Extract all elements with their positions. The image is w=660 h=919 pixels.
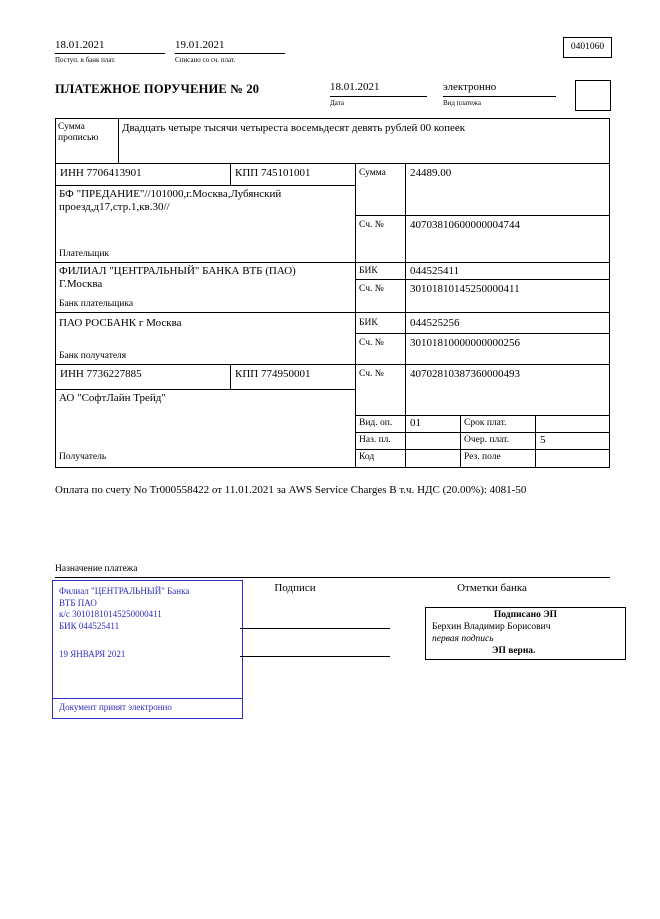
debited-date-field: 19.01.2021	[175, 39, 285, 54]
amount-words-value: Двадцать четыре тысячи четыреста восемьдесят девять рублей 00 копеек	[122, 122, 466, 134]
document-date-field: 18.01.2021	[330, 81, 427, 97]
payee-bank-section-label: Банк получателя	[59, 351, 127, 361]
grid-line-v	[405, 163, 406, 467]
payee-account-label: Сч. №	[359, 369, 384, 379]
payee-bank-bik-value: 044525256	[410, 317, 460, 329]
stamp-date: 19 ЯНВАРЯ 2021	[59, 648, 126, 659]
grid-line-h	[55, 389, 355, 390]
payee-section-label: Получатель	[59, 452, 107, 462]
code-label: Код	[359, 452, 375, 462]
amount-words-label: Сумма прописью	[58, 122, 99, 143]
signature-line-1	[240, 628, 390, 629]
grid-line-h	[55, 312, 610, 313]
grid-line-h	[355, 279, 610, 280]
op-kind-label: Вид. оп.	[359, 418, 393, 428]
amount-label: Сумма	[359, 168, 386, 178]
bank-stamp	[52, 580, 243, 719]
payee-kpp: КПП 774950001	[235, 368, 311, 380]
stamp-corr-account: к/с 30101810145250000411	[59, 609, 162, 620]
esignature-box	[425, 607, 626, 660]
payee-bank-name: ПАО РОСБАНК г Москва	[59, 317, 182, 329]
bank-marks-label: Отметки банка	[457, 582, 527, 594]
grid-line-v	[535, 415, 536, 467]
esign-verified: ЭП верна.	[492, 645, 536, 656]
payment-kind-label: Вид платежа	[443, 99, 482, 107]
signature-line-2	[240, 656, 390, 657]
esign-signer: Берхин Владимир Борисович	[432, 621, 551, 632]
debited-date-label: Списано со сч. плат.	[175, 56, 236, 64]
payer-bank-account-label: Сч. №	[359, 284, 384, 294]
grid-line-v	[460, 415, 461, 467]
grid-line-v	[230, 163, 231, 185]
form-code-box: 0401060	[563, 37, 612, 58]
payee-bank-account-value: 30101810000000000256	[410, 337, 520, 349]
received-date-field: 18.01.2021	[55, 39, 165, 54]
payment-kind-field: электронно	[443, 81, 556, 97]
stamp-bank-name-line1: Филиал "ЦЕНТРАЛЬНЫЙ" Банка	[59, 586, 190, 596]
grid-line-h	[55, 163, 610, 164]
grid-line-h	[55, 262, 610, 263]
payment-purpose-label: Назначение платежа	[55, 564, 138, 574]
grid-line-h	[355, 449, 610, 450]
grid-line-h	[355, 215, 610, 216]
grid-line-v	[609, 118, 610, 467]
payer-kpp: КПП 745101001	[235, 167, 311, 179]
grid-line-h	[55, 118, 610, 119]
grid-line-h	[355, 432, 610, 433]
payment-purpose-text: Оплата по счету No Tr000558422 от 11.01.2021 за AWS Service Charges В т.ч. НДС (20.00%): 4081-50	[55, 484, 527, 496]
grid-line-v	[230, 364, 231, 389]
grid-line-v	[355, 163, 356, 467]
payer-bank-city: Г.Москва	[59, 278, 103, 290]
purpose-code-label: Наз. пл.	[359, 435, 391, 445]
stamp-footer-note: Документ принят электронно	[53, 698, 242, 718]
payer-name: БФ "ПРЕДАНИЕ"//101000,г.Москва,Лубянский проезд,д17,стр.1,кв.30//	[59, 188, 282, 213]
payer-account-label: Сч. №	[359, 220, 384, 230]
payee-bank-bik-label: БИК	[359, 318, 378, 328]
document-title: ПЛАТЕЖНОЕ ПОРУЧЕНИЕ № 20	[55, 82, 260, 96]
amount-value: 24489.00	[410, 167, 452, 179]
pay-term-label: Срок плат.	[464, 418, 507, 428]
payer-bank-section-label: Банк плательщика	[59, 299, 134, 309]
grid-line-h	[355, 415, 610, 416]
payer-bank-bik-label: БИК	[359, 266, 378, 276]
reserve-field-label: Рез. поле	[464, 452, 501, 462]
payee-name: АО "СофтЛайн Трейд"	[59, 392, 166, 404]
payer-bank-account-value: 30101810145250000411	[410, 283, 520, 295]
esign-title: Подписано ЭП	[493, 610, 558, 620]
document-date-label: Дата	[330, 99, 344, 107]
grid-line-v	[55, 118, 56, 467]
stamp-bik: БИК 044525411	[59, 621, 120, 632]
payer-inn: ИНН 7706413901	[60, 167, 142, 179]
esign-kind: первая подпись	[432, 633, 494, 644]
grid-line-v	[118, 118, 119, 163]
op-kind-value: 01	[410, 417, 421, 429]
payer-bank-name: ФИЛИАЛ "ЦЕНТРАЛЬНЫЙ" БАНКА ВТБ (ПАО)	[59, 265, 296, 277]
grid-line-h	[55, 364, 610, 365]
grid-line-h	[355, 333, 610, 334]
payee-bank-account-label: Сч. №	[359, 338, 384, 348]
payee-inn: ИНН 7736227885	[60, 368, 142, 380]
signatures-label: Подписи	[274, 582, 316, 594]
priority-label: Очер. плат.	[464, 435, 509, 445]
header-empty-box	[575, 80, 611, 111]
received-date-label: Поступ. в банк плат.	[55, 56, 116, 64]
payer-bank-bik-value: 044525411	[410, 265, 460, 277]
grid-line-h	[55, 185, 355, 186]
stamp-bank-name-line2: ВТБ ПАО	[59, 597, 97, 608]
priority-value: 5	[540, 434, 546, 446]
grid-line-h	[55, 467, 610, 468]
payer-section-label: Плательщик	[59, 249, 110, 259]
purpose-underline	[55, 577, 610, 578]
payer-account-value: 40703810600000004744	[410, 219, 520, 231]
payee-account-value: 40702810387360000493	[410, 368, 520, 380]
